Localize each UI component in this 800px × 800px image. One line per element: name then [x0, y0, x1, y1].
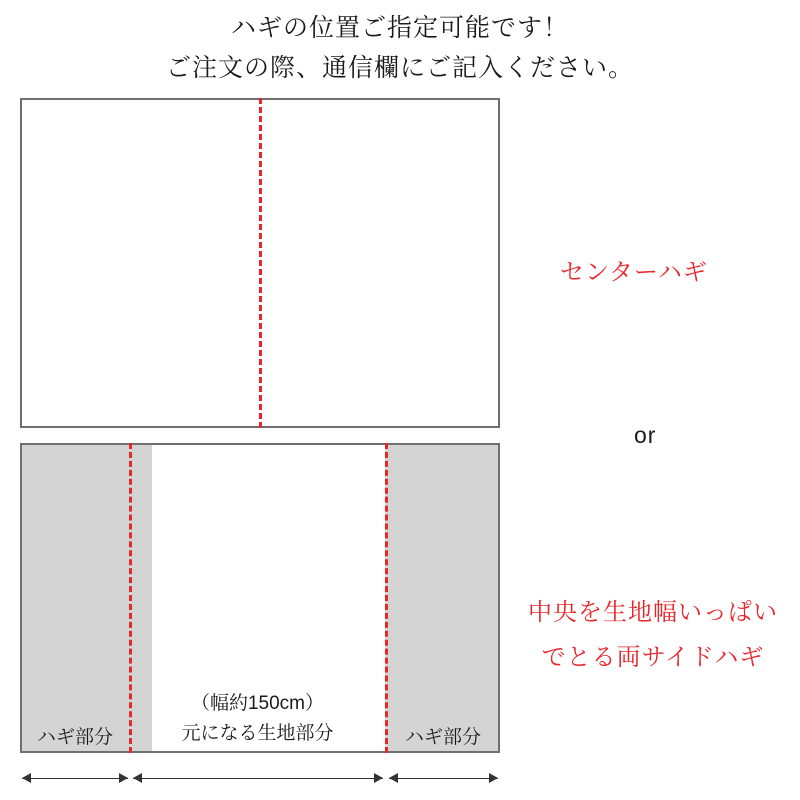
arrow-right-icon: [374, 773, 383, 783]
dimension-arrow-left: [22, 773, 128, 785]
base-fabric-label: 元になる生地部分: [181, 723, 334, 744]
center-seam-line: [259, 98, 262, 428]
hagi-right-label: ハギ部分: [404, 727, 481, 748]
hagi-left-label: ハギ部分: [36, 727, 113, 748]
arrow-right-icon: [489, 773, 498, 783]
arrow-left-icon: [133, 773, 142, 783]
dimension-line: [389, 778, 498, 779]
dimension-line: [133, 778, 383, 779]
dimension-arrow-middle: [133, 773, 383, 785]
arrow-left-icon: [389, 773, 398, 783]
arrow-right-icon: [119, 773, 128, 783]
caption-side-line-2: でとる両サイドハギ: [541, 644, 765, 671]
right-hagi-area: [385, 445, 498, 751]
arrow-left-icon: [22, 773, 31, 783]
page-title: [0, 8, 800, 88]
dimension-arrow-right: [389, 773, 498, 785]
heading-line-2: ご注文の際、通信欄にご記入ください。: [165, 54, 634, 82]
caption-side-line-1: 中央を生地幅いっぱい: [528, 599, 778, 626]
caption-side-seam: [508, 590, 798, 680]
dimension-line: [22, 778, 128, 779]
left-seam-line: [129, 443, 132, 753]
right-seam-line: [385, 443, 388, 753]
left-hagi-area: [22, 445, 152, 751]
caption-or: or: [634, 422, 657, 448]
fabric-width-label: （幅約150cm）: [190, 693, 325, 714]
caption-center-seam: センターハギ: [560, 259, 708, 286]
heading-line-1: ハギの位置ご指定可能です！: [230, 14, 569, 42]
